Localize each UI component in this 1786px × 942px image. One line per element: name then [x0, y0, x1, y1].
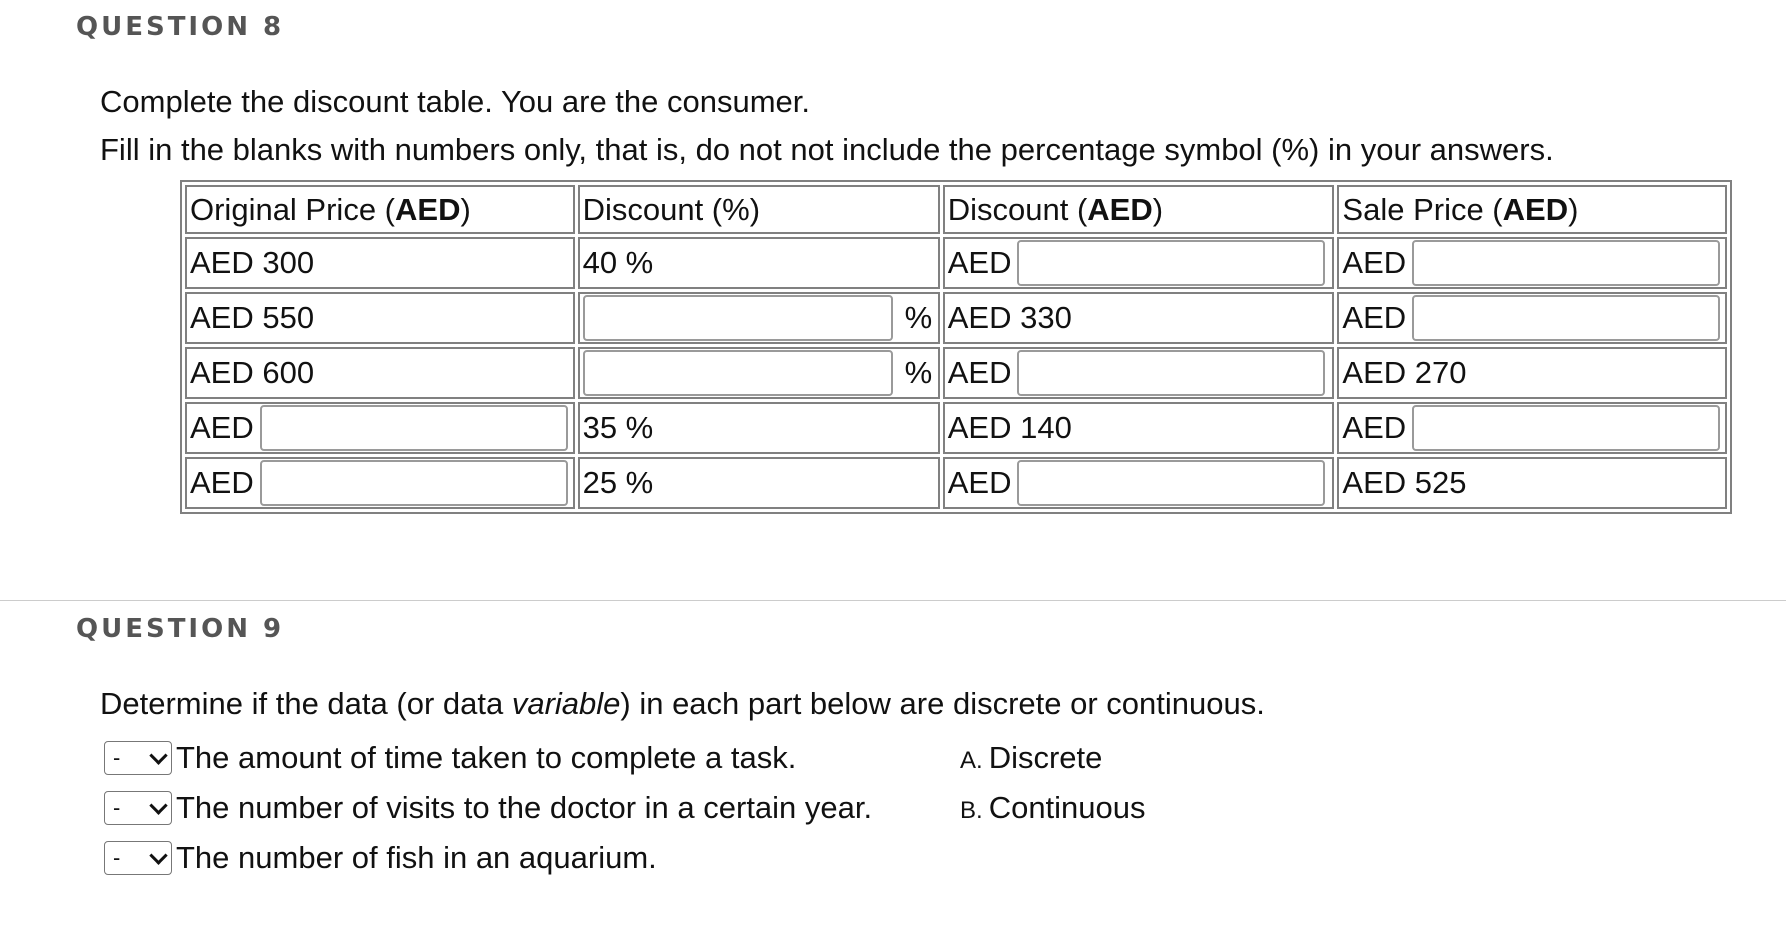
chevron-down-icon: [149, 846, 167, 864]
match-item-text: The number of fish in an aquarium.: [176, 840, 657, 875]
question-8-instruction-1: Complete the discount table. You are the consumer.: [100, 84, 811, 119]
cell-sale: AED 270: [1337, 347, 1727, 399]
option-letter: B.: [960, 797, 983, 824]
header-close: ): [1568, 191, 1579, 227]
header-text: Sale Price (: [1342, 191, 1503, 227]
percent-symbol: %: [904, 300, 933, 335]
currency-label: AED: [1342, 410, 1407, 445]
discount-pct-input[interactable]: [583, 295, 893, 341]
discount-table: [180, 180, 1732, 514]
currency-label: AED: [1342, 245, 1407, 280]
answer-select[interactable]: [104, 741, 172, 775]
header-sale-price: [1337, 185, 1727, 234]
cell-discount-aed: [943, 347, 1335, 399]
currency-label: AED: [1342, 300, 1407, 335]
cell-original: [185, 457, 575, 509]
question-9-prompt: [100, 686, 1265, 722]
option-letter: A.: [960, 747, 983, 774]
match-item: [104, 788, 872, 828]
cell-discount-aed: AED 330: [943, 292, 1335, 344]
match-item: [104, 838, 657, 878]
sale-price-input[interactable]: [1412, 295, 1720, 341]
cell-discount-pct: 35 %: [578, 402, 940, 454]
table-row: [185, 402, 1727, 454]
cell-sale: [1337, 237, 1727, 289]
header-close: ): [1152, 191, 1164, 227]
question-9-heading: QUESTION 9: [76, 614, 285, 644]
cell-discount-pct: 25 %: [578, 457, 940, 509]
header-text: Discount (: [947, 191, 1088, 227]
currency-label: AED: [190, 465, 254, 500]
cell-discount-pct: 40 %: [578, 237, 940, 289]
question-8-instruction-2: Fill in the blanks with numbers only, that is, do not not include the percentage symbol (%) in your answers.: [100, 132, 1554, 167]
header-bold: AED: [1087, 191, 1153, 227]
table-row: [185, 237, 1727, 289]
option-text: Continuous: [988, 790, 1146, 825]
header-discount-pct: [578, 185, 940, 234]
cell-sale: AED 525: [1337, 457, 1727, 509]
percent-symbol: %: [904, 355, 933, 390]
cell-sale: [1337, 292, 1727, 344]
cell-discount-aed: [943, 457, 1335, 509]
currency-label: AED: [947, 355, 1012, 390]
currency-label: AED: [947, 465, 1012, 500]
prompt-text: ) in each part below are discrete or continuous.: [620, 686, 1265, 721]
header-discount-aed: [943, 185, 1335, 234]
prompt-italic: variable: [511, 686, 621, 721]
cell-discount-pct: [578, 292, 940, 344]
match-item: [104, 738, 796, 778]
cell-original: [185, 402, 575, 454]
discount-aed-input[interactable]: [1017, 460, 1325, 506]
currency-label: AED: [947, 245, 1012, 280]
header-text: Discount (%): [582, 191, 761, 227]
cell-original: AED 600: [185, 347, 575, 399]
match-item-text: The number of visits to the doctor in a certain year.: [176, 790, 873, 825]
sale-price-input[interactable]: [1412, 240, 1720, 286]
table-row: [185, 292, 1727, 344]
discount-aed-input[interactable]: [1017, 240, 1325, 286]
cell-original: AED 300: [185, 237, 575, 289]
discount-pct-input[interactable]: [583, 350, 893, 396]
answer-option-a: [960, 740, 1102, 776]
sale-price-input[interactable]: [1412, 405, 1720, 451]
table-row: [185, 457, 1727, 509]
header-close: ): [460, 191, 471, 227]
header-original-price: [185, 185, 575, 234]
option-text: Discrete: [988, 740, 1103, 775]
answer-select[interactable]: [104, 841, 172, 875]
table-header-row: [185, 185, 1727, 234]
answer-select[interactable]: [104, 791, 172, 825]
cell-discount-aed: [943, 237, 1335, 289]
cell-discount-pct: [578, 347, 940, 399]
chevron-down-icon: [149, 746, 167, 764]
table-row: [185, 347, 1727, 399]
original-price-input[interactable]: [260, 460, 568, 506]
cell-original: AED 550: [185, 292, 575, 344]
match-item-text: The amount of time taken to complete a task.: [176, 740, 797, 775]
cell-discount-aed: AED 140: [943, 402, 1335, 454]
answer-option-b: [960, 790, 1146, 826]
select-value: -: [113, 795, 121, 820]
original-price-input[interactable]: [260, 405, 568, 451]
section-divider: [0, 600, 1786, 601]
select-value: -: [113, 845, 121, 870]
header-bold: AED: [395, 191, 461, 227]
question-8-heading: QUESTION 8: [76, 12, 285, 42]
select-value: -: [113, 745, 121, 770]
currency-label: AED: [190, 410, 254, 445]
header-bold: AED: [1502, 191, 1569, 227]
discount-aed-input[interactable]: [1017, 350, 1325, 396]
cell-sale: [1337, 402, 1727, 454]
prompt-text: Determine if the data (or data: [100, 686, 512, 721]
chevron-down-icon: [149, 796, 167, 814]
header-text: Original Price (: [190, 191, 395, 227]
